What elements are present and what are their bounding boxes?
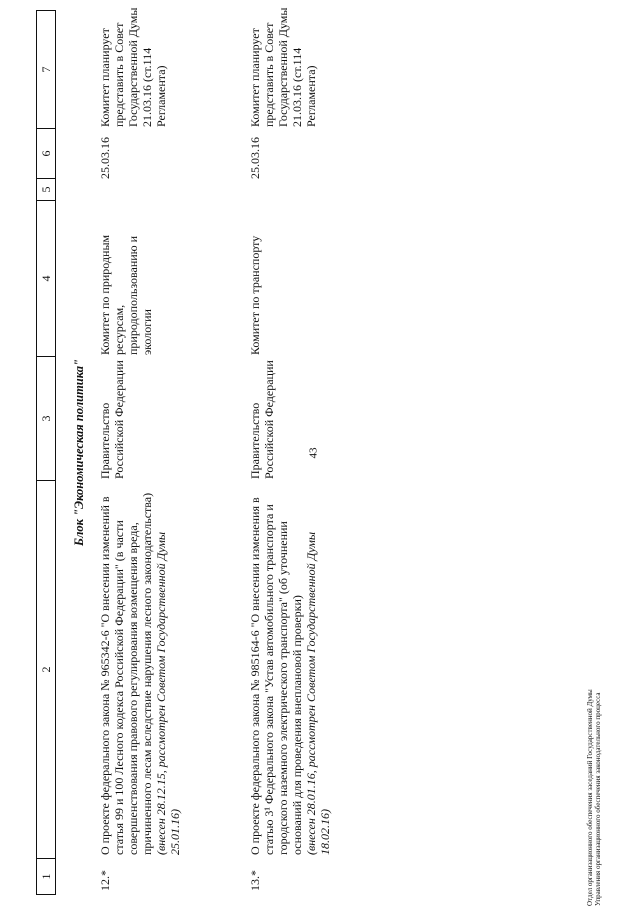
bill-text: О проекте федерального закона № 965342-6 "О внесении изменений в статья 99 и 100 Лесного кодекса Российской Федерации" (в части совершенствования правового регулирования возмещения вреда, причиненного лесам вследствие нарушения лесного законодательства): [98, 492, 154, 855]
column-header-6: 6: [37, 128, 55, 178]
footer: [586, 606, 602, 906]
bill-note: (внесен 28.12.15, рассмотрен Советом Государственной Думы 25.01.16): [154, 531, 182, 855]
bill-text: О проекте федерального закона № 985164-6 "О внесении изменения в статью 3¹ Федерального закона "Устав автомобильного транспорта и городского наземного электрического транспорта" (об уточнении оснований для проведения внеплановой проверки): [248, 497, 304, 855]
column-header-7: 7: [39, 66, 53, 73]
row-bill-description: [248, 483, 332, 855]
column-header-row: [36, 10, 56, 895]
row-bill-description: [98, 483, 182, 855]
column-header-2: 2: [37, 480, 55, 858]
row-author: Правительство Российской Федерации: [248, 360, 276, 479]
footer-line-2: Управления организационного обеспечения законодательного процесса: [594, 692, 602, 906]
column-header-1: 1: [37, 858, 55, 894]
column-header-5: 5: [37, 178, 55, 200]
row-date: 25.03.16: [98, 137, 112, 179]
page-number: 43: [307, 447, 320, 459]
document-table: [36, 7, 624, 895]
block-title: Блок "Экономическая политика": [72, 359, 86, 546]
row-plan: Комитет планирует представить в Совет Государственной Думы 21.03.16 (ст.114 Регламента): [98, 7, 168, 127]
row-number: 13.*: [248, 870, 262, 891]
footer-line-1: Отдел организационного обеспечения заседаний Государственной Думы: [586, 689, 594, 906]
column-header-3: 3: [37, 356, 55, 480]
column-header-4: 4: [37, 200, 55, 356]
row-author: Правительство Российской Федерации: [98, 360, 126, 479]
row-plan: Комитет планирует представить в Совет Государственной Думы 21.03.16 (ст.114 Регламента): [248, 7, 318, 127]
row-date: 25.03.16: [248, 137, 262, 179]
row-committee: Комитет по транспорту: [248, 235, 262, 355]
row-committee: Комитет по природным ресурсам, природопользованию и экологии: [98, 234, 154, 355]
bill-note: (внесен 28.01.16, рассмотрен Советом Государственной Думы 18.02.16): [304, 531, 332, 855]
row-number: 12.*: [98, 870, 112, 891]
